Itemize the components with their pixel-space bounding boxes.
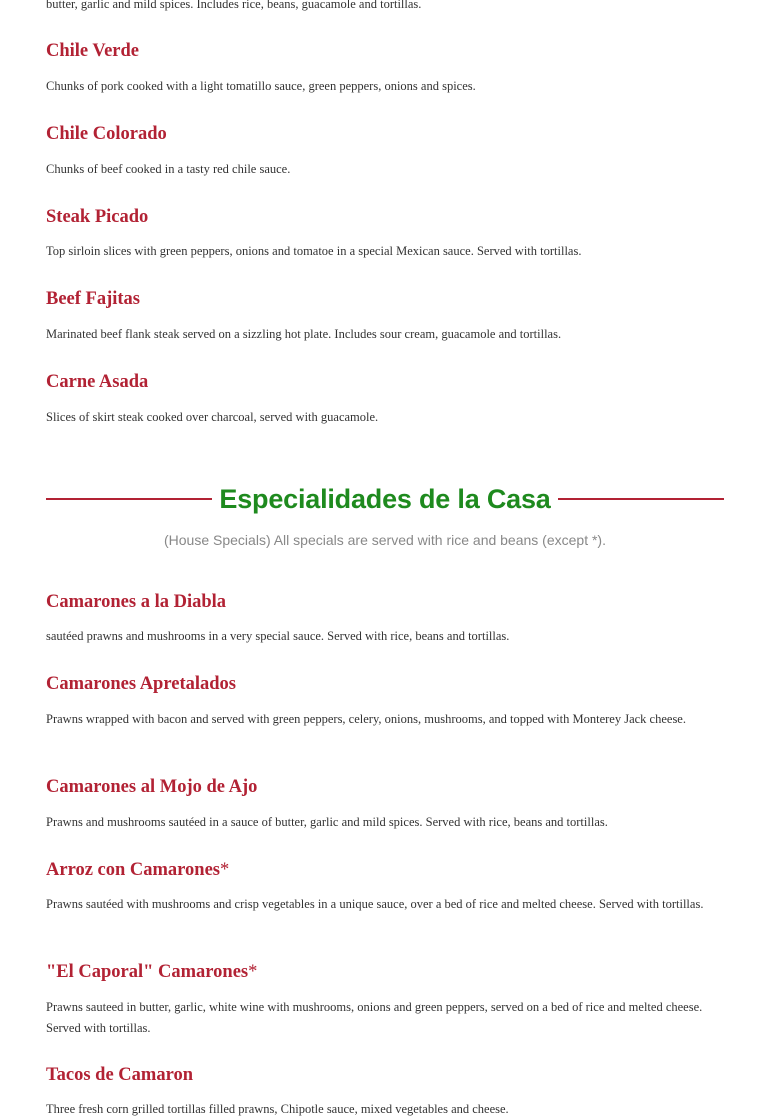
item-description: Marinated beef flank steak served on a sizzling hot plate. Includes sour cream, guacamole and tortillas. — [46, 327, 562, 341]
item-title: Camarones Apretalados — [46, 674, 236, 694]
item-title: Beef Fajitas — [46, 289, 141, 309]
section-title: Especialidades de la Casa — [219, 483, 551, 514]
item-description: sautéed prawns and mushrooms in a very special sauce. Served with rice, beans and tortillas. — [46, 629, 510, 643]
item-description: Prawns wrapped with bacon and served with green peppers, celery, onions, mushrooms, and topped with Monterey Jack cheese. — [46, 712, 686, 726]
item-star: * — [220, 860, 230, 880]
menu-item-beef-fajitas — [46, 288, 724, 345]
item-title: Arroz con Camarones* — [46, 860, 230, 880]
menu-item-camarones-apretalados — [46, 673, 724, 730]
menu-item-chile-verde — [46, 40, 724, 97]
item-title: Carne Asada — [46, 372, 149, 392]
menu-item-tacos-de-camaron — [46, 1064, 724, 1120]
section-subtitle: (House Specials) All specials are served with rice and beans (except *). — [164, 532, 606, 548]
item-title: Camarones a la Diabla — [46, 592, 227, 612]
item-description: Prawns and mushrooms sautéed in a sauce of butter, garlic and mild spices. Served with rice, beans and tortillas. — [46, 815, 608, 829]
section-header — [46, 478, 724, 520]
item-title: Chile Verde — [46, 41, 140, 61]
menu-item-el-caporal-camarones — [46, 961, 724, 1038]
item-title: Camarones al Mojo de Ajo — [46, 777, 258, 797]
menu-item-carne-asada — [46, 371, 724, 428]
item-description: Prawns sautéed with mushrooms and crisp vegetables in a unique sauce, over a bed of rice and melted cheese. Served with tortillas. — [46, 897, 704, 911]
item-description: Top sirloin slices with green peppers, onions and tomatoe in a special Mexican sauce. Served with tortillas. — [46, 244, 582, 258]
item-star: * — [248, 962, 258, 982]
item-title: "El Caporal" Camarones* — [46, 962, 258, 982]
item-title: Chile Colorado — [46, 124, 167, 144]
menu-item-chile-colorado — [46, 123, 724, 180]
menu-item-camarones-a-la-diabla — [46, 591, 724, 647]
item-title: Steak Picado — [46, 207, 149, 227]
item-title: Tacos de Camaron — [46, 1065, 193, 1085]
item-description: Prawns sauteed in butter, garlic, white wine with mushrooms, onions and green peppers, served on a bed of rice and melted cheese. Served with tortillas. — [46, 1000, 703, 1035]
section-divider-right — [558, 498, 724, 500]
menu-item-camarones-al-mojo-de-ajo — [46, 776, 724, 833]
item-description: Slices of skirt steak cooked over charcoal, served with guacamole. — [46, 410, 379, 424]
menu-item-steak-picado — [46, 206, 724, 262]
section-divider-left — [46, 498, 212, 500]
item-description: Chunks of pork cooked with a light tomatillo sauce, green peppers, onions and spices. — [46, 79, 476, 93]
item-description: Chunks of beef cooked in a tasty red chile sauce. — [46, 162, 291, 176]
item-description: Three fresh corn grilled tortillas filled prawns, Chipotle sauce, mixed vegetables and cheese. — [46, 1102, 509, 1116]
item-description-partial: butter, garlic and mild spices. Includes rice, beans, guacamole and tortillas. — [46, 0, 422, 11]
menu-item-arroz-con-camarones — [46, 859, 724, 915]
